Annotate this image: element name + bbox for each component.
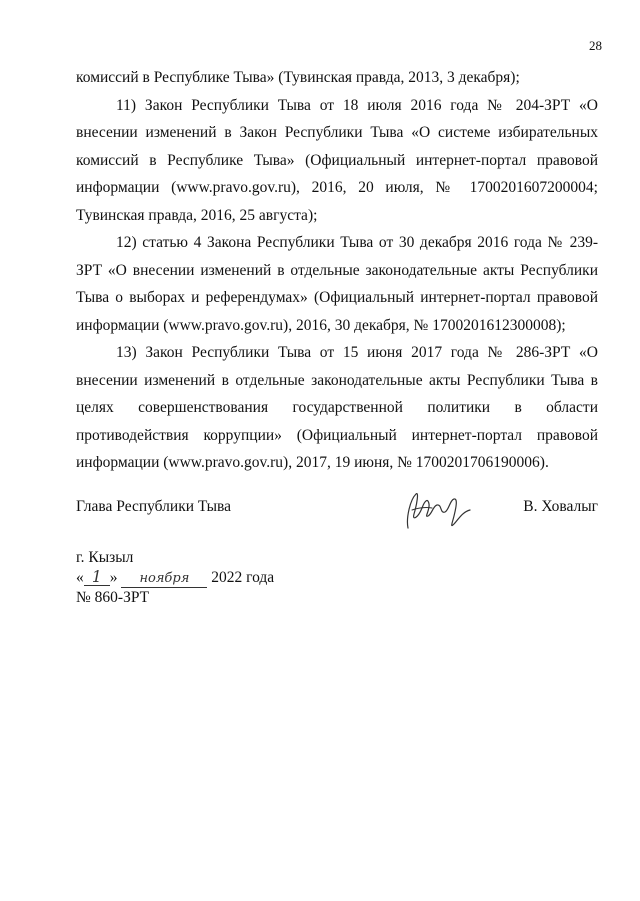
date-year: 2022 года [211, 569, 275, 586]
document-body [76, 64, 598, 477]
page-number: 28 [589, 38, 602, 53]
handwritten-signature [402, 488, 474, 534]
signing-date [76, 568, 274, 588]
handwritten-day: 1 [84, 569, 110, 586]
paragraph-continuation: комиссий в Республике Тыва» (Тувинская правда, 2013, 3 декабря); [76, 69, 520, 86]
signer-position: Глава Республики Тыва [76, 498, 232, 515]
date-open-quote: « [76, 569, 84, 586]
paragraph-item-12: 12) статью 4 Закона Республики Тыва от 30 декабря 2016 года № 239-ЗРТ «О внесении изменений в отдельные законодательные акты Республики Тыва о выборах и референдумах» (Официальный интернет-портал правовой информации (www.pravo.gov.ru), 2016, 30 декабря, № 1700201612300008); [76, 234, 598, 334]
signer-name: В. Ховалыг [523, 498, 598, 515]
city-name: г. Кызыл [76, 549, 134, 566]
paragraph-item-11: 11) Закон Республики Тыва от 18 июля 2016 года № 204-ЗРТ «О внесении изменений в Закон Республики Тыва «О системе избирательных комиссий в Республике Тыва» (Официальный интернет-портал правовой информации (www.pravo.gov.ru), 2016, 20 июля, № 1700201607200004; Тувинская правда, 2016, 25 августа); [76, 96, 598, 224]
law-number: № 860-ЗРТ [76, 589, 150, 606]
place-date-block [76, 548, 274, 608]
date-close-quote: » [109, 569, 118, 586]
signature-block [76, 494, 598, 534]
handwritten-month: ноября [121, 571, 207, 588]
paragraph-item-13: 13) Закон Республики Тыва от 15 июня 2017 года № 286-ЗРТ «О внесении изменений в отдельные законодательные акты Республики Тыва в целях совершенствования государственной политики в области противодействия коррупции» (Официальный интернет-портал правовой информации (www.pravo.gov.ru), 2017, 19 июня, № 1700201706190006). [76, 344, 598, 471]
